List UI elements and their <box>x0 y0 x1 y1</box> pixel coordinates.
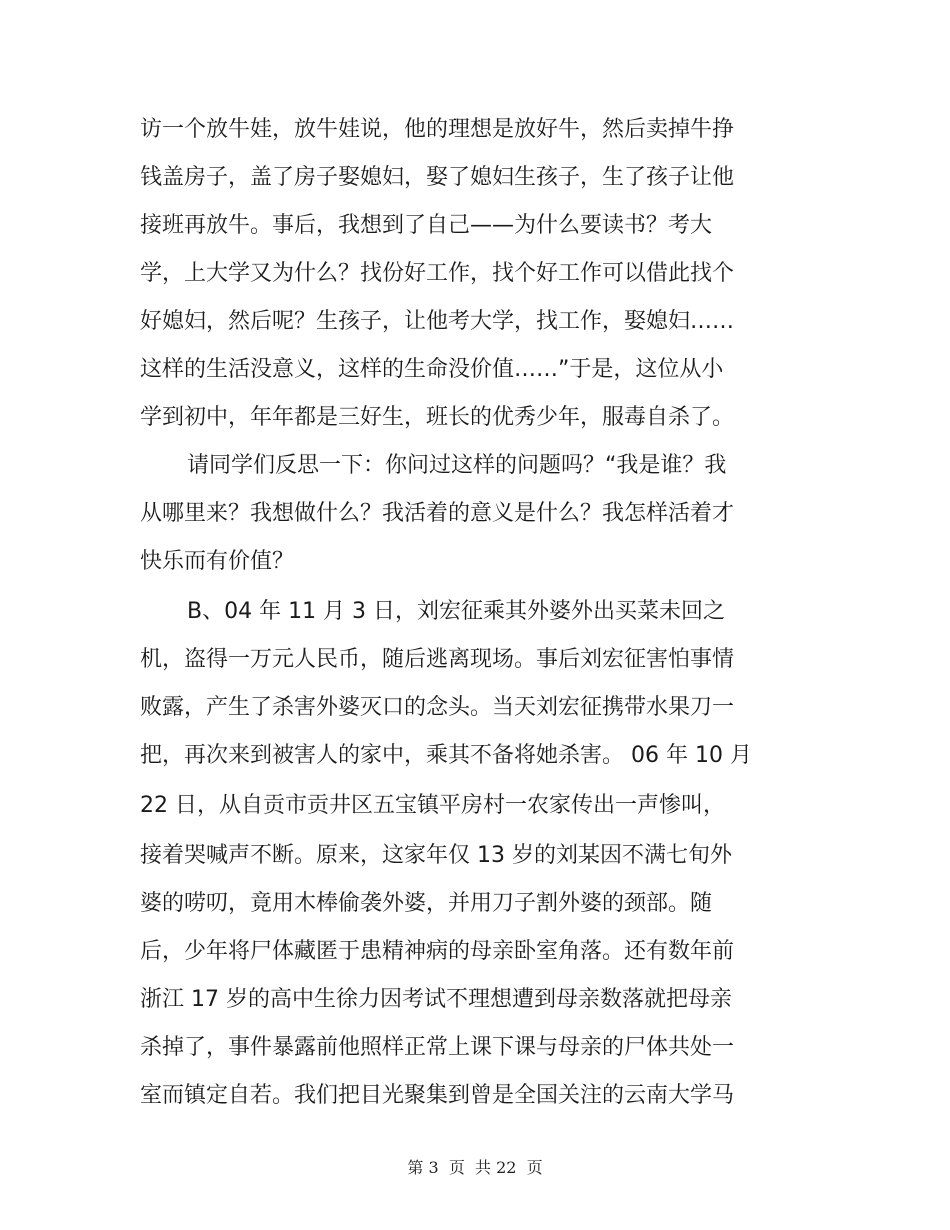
body-line: 浙江 17 岁的高中生徐力因考试不理想遭到母亲数落就把母亲 <box>140 987 732 1012</box>
body-line: 从哪里来？我想做什么？我活着的意义是什么？我怎样活着才 <box>140 501 735 526</box>
body-line: 杀掉了，事件暴露前他照样正常上课下课与母亲的尸体共处一 <box>140 1035 735 1060</box>
body-line: 室而镇定自若。我们把目光聚集到曾是全国关注的云南大学马 <box>140 1083 735 1108</box>
body-line: 访一个放牛娃，放牛娃说，他的理想是放好牛，然后卖掉牛挣 <box>140 117 735 142</box>
body-line: 快乐而有价值？ <box>140 549 295 574</box>
body-line: 学到初中，年年都是三好生，班长的优秀少年，服毒自杀了。 <box>140 405 735 430</box>
body-line: 22 日，从自贡市贡井区五宝镇平房村一农家传出一声惨叫， <box>140 793 725 818</box>
body-line: 好媳妇，然后呢？生孩子，让他考大学，找工作，娶媳妇…… <box>140 309 735 334</box>
body-line: 婆的唠叨，竟用木棒偷袭外婆，并用刀子割外婆的颈部。随 <box>140 891 713 916</box>
body-line: B、04 年 11 月 3 日，刘宏征乘其外婆外出买菜未回之 <box>187 599 726 624</box>
body-line: 接着哭喊声不断。原来，这家年仅 13 岁的刘某因不满七旬外 <box>140 843 732 868</box>
body-line: 学，上大学又为什么？找份好工作，找个好工作可以借此找个 <box>140 261 735 286</box>
body-line: 这样的生活没意义，这样的生命没价值……”于是，这位从小 <box>140 357 724 382</box>
body-line: 机，盗得一万元人民币，随后逃离现场。事后刘宏征害怕事情 <box>140 647 735 672</box>
body-line: 接班再放牛。事后，我想到了自己——为什么要读书？考大 <box>140 213 713 238</box>
body-line: 后，少年将尸体藏匿于患精神病的母亲卧室角落。还有数年前 <box>140 939 735 964</box>
body-line: 请同学们反思一下：你问过这样的问题吗？“我是谁？我 <box>187 453 727 478</box>
body-line: 败露，产生了杀害外婆灭口的念头。当天刘宏征携带水果刀一 <box>140 695 735 720</box>
body-line: 钱盖房子，盖了房子娶媳妇，娶了媳妇生孩子，生了孩子让他 <box>140 165 735 190</box>
page-number-footer: 第 3 页 共 22 页 <box>407 1158 543 1177</box>
body-line: 把，再次来到被害人的家中，乘其不备将她杀害。 06 年 10 月 <box>140 743 752 768</box>
